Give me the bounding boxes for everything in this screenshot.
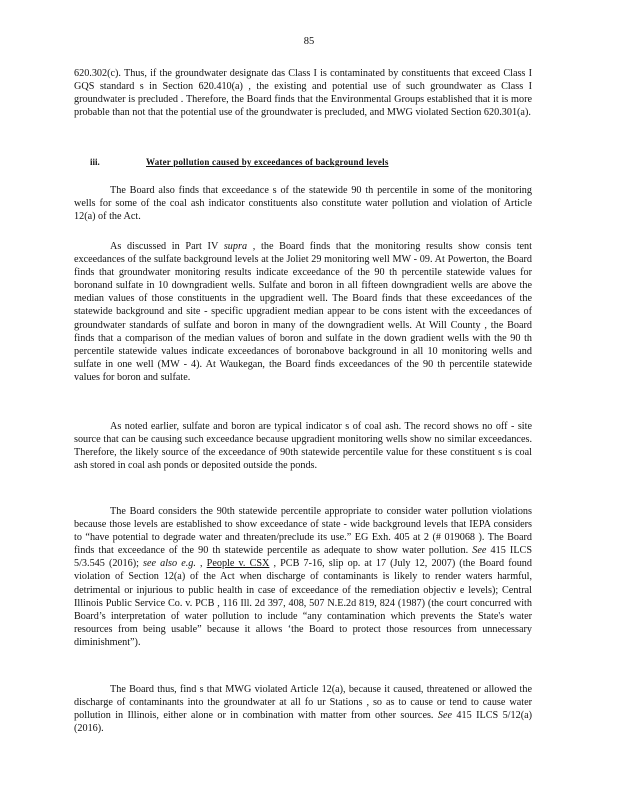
see-signal-2: See bbox=[437, 710, 453, 722]
section-heading bbox=[74, 157, 532, 167]
paragraph-3: As noted earlier, sulfate and boron are typical indicator s of coal ash. The record shows no off - site source that can be causing such exceedance because upgradient monitoring wells show no similar exceedances. Therefore, the likely source of the exceedance of 90th statewide percentile value for these constituent s is coal ash stored in coal ash ponds or deposited outside the ponds. bbox=[74, 421, 532, 472]
paragraph-5: The Board thus, find s that MWG violated Article 12(a), because it caused, threatened or allowed the discharge of contaminants into the groundwater at all fo ur Stations , so as to cause or tend to cause water pollution in Illinois, either alone or in combination with matter from other sources. See 415 ILCS 5/12(a) (2016). bbox=[74, 684, 533, 735]
section-number: iii. bbox=[90, 157, 100, 167]
paragraph-4: The Board considers the 90th statewide percentile appropriate to consider water pollution violations because those levels are established to show exceedance of state - wide background levels that IEPA considers to “have potential to degrade water and threaten/preclude its use.” EG Exh. 405 at 2 (# 019068 ). The Board finds that exceedance of the 90 th statewide percentile as adequate to show water pollution. See 415 ILCS 5/3.545 (2016); see also e.g. , People v. CSX , PCB 7-16, slip op. at 17 (July 12, 2007) (the Board found violation of Section 12(a) of the Act when discharge of contaminants is likely to render waters harmful, detrimental or injurious to public health in case of exceedance of the remediation objectiv e levels); Central Illinois Public Service Co. v. PCB , 116 Ill. 2d 397, 408, 507 N.E.2d 819, 824 (1987) (the court concurred with Board’s interpretation of water pollution to include “any contamination which prevents the State's water resources from being usable” because it allows ‘the Board to protect those resources from unnecessary diminishment”). bbox=[74, 506, 533, 648]
see-signal: See bbox=[472, 545, 487, 557]
case-name: People v. CSX bbox=[206, 558, 270, 570]
paragraph-2: As discussed in Part IV supra , the Board finds that the monitoring results show consis tent exceedances of the sulfate background levels at the Joliet 29 monitoring well MW - 09. At Powerton, the Board finds that groundwater monitoring results indicate exceedance of the 90 th percentile statewide values for boronand sulfate in 10 downgradient wells. Sulfate and boron in all fifteen downgradient wells are above the median values of those constituents in the upgradient well. The Board finds that these exceedances of the statewide background and site - specific upgradient median appear to be cons istent with the exceedances of groundwater standards of sulfate and boron in many of the downgradient wells. At Will County , the Board finds that a comparison of the median values of boron and sulfate in the down gradient wells with the 90 th percentile statewide values indicate exceedances of boronabove background in all 10 monitoring wells and sulfate in one well (MW - 4). At Waukegan, the Board finds exceedances of the 90 th percentile statewide values for boron and sulfate. bbox=[74, 241, 532, 383]
paragraph-1: The Board also finds that exceedance s of the statewide 90 th percentile in some of the monitoring wells for some of the coal ash indicator constituents also constitute water pollution and violation of Article 12(a) of the Act. bbox=[74, 185, 532, 223]
page-number: 85 bbox=[303, 36, 315, 47]
eg-signal: e.g. bbox=[181, 558, 196, 570]
section-title: Water pollution caused by exceedances of background levels bbox=[146, 157, 389, 167]
intro-paragraph: 620.302(c). Thus, if the groundwater designate das Class I is contaminated by constituents that exceed Class I GQS standard s in Section 620.410(a) , the existing and potential use of such groundwater as Class I groundwater is precluded . Therefore, the Board finds that the Environmental Groups established that it is more probable than not that the potential use of the groundwater is precluded, and MWG violated Section 620.301(a). bbox=[74, 68, 532, 119]
see-also-signal: see also bbox=[143, 558, 178, 570]
supra-italic: supra bbox=[223, 241, 248, 252]
